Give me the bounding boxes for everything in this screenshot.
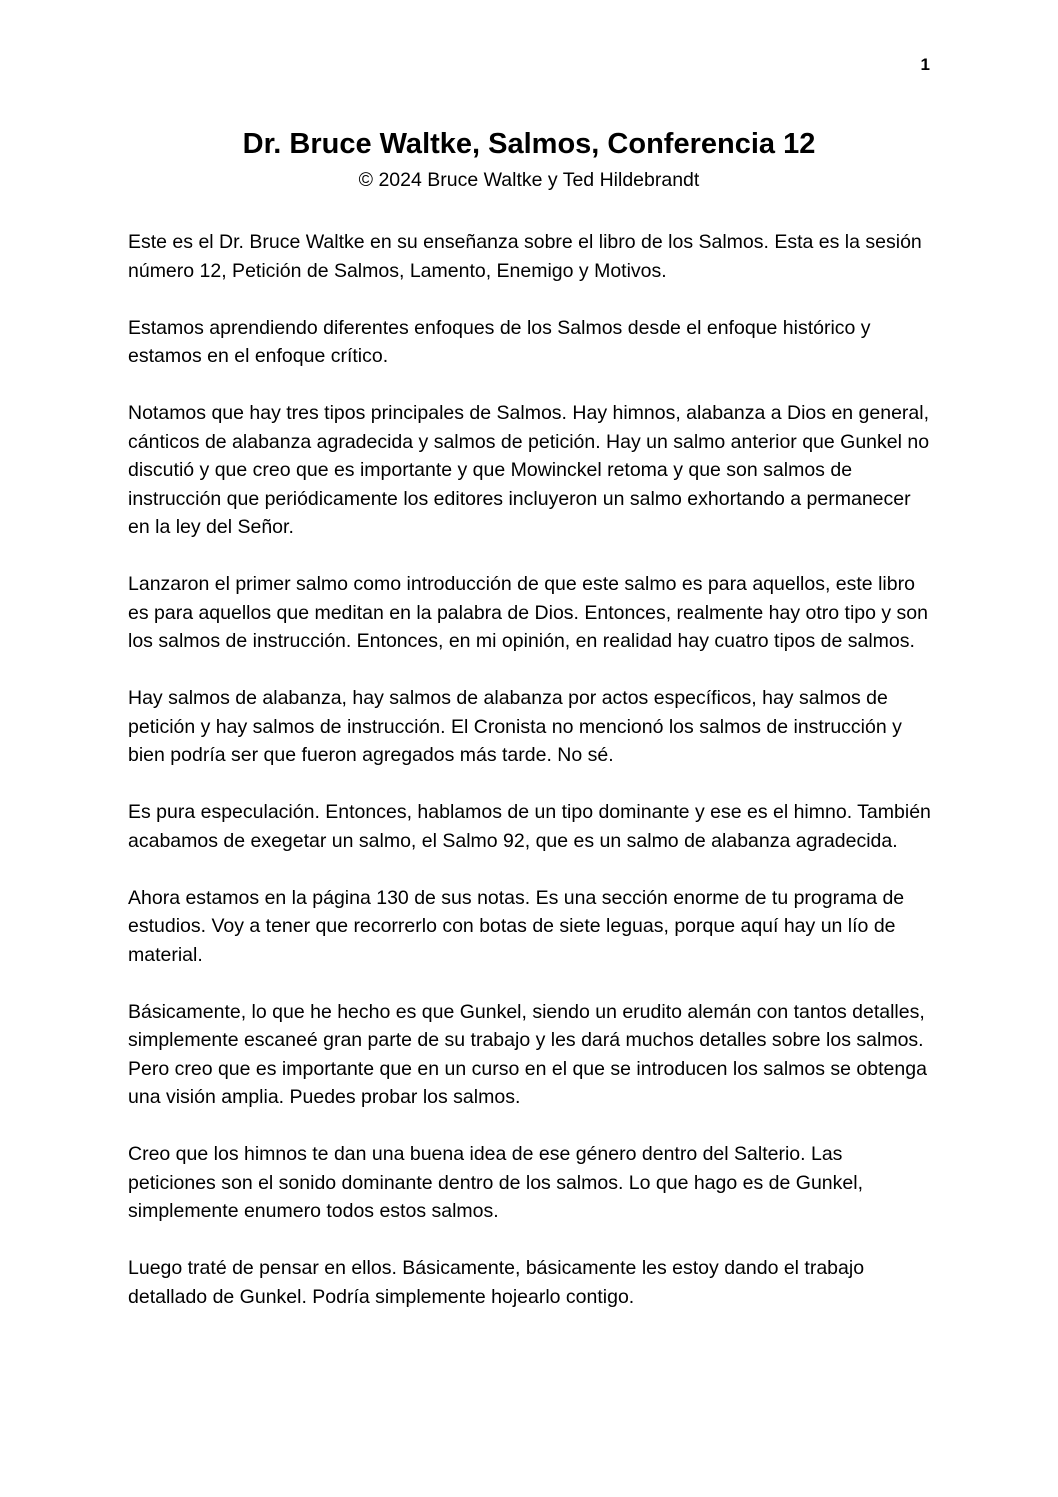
paragraph-8: Básicamente, lo que he hecho es que Gunkel, siendo un erudito alemán con tantos detalles, simplemente escaneé gran parte de su trabajo y les dará muchos detalles sobre los salmos. Pero creo que es importante que en un curso en el que se introducen los salmos se obtenga una visión amplia. Puedes probar los salmos. <box>128 1000 927 1108</box>
document-header <box>0 0 1058 192</box>
paragraph-1: Este es el Dr. Bruce Waltke en su enseñanza sobre el libro de los Salmos. Esta es la sesión número 12, Petición de Salmos, Lamento, Enemigo y Motivos. <box>128 231 922 282</box>
paragraph-2: Estamos aprendiendo diferentes enfoques de los Salmos desde el enfoque histórico y estamos en el enfoque crítico. <box>128 316 871 367</box>
paragraph-4: Lanzaron el primer salmo como introducción de que este salmo es para aquellos, este libro es para aquellos que meditan en la palabra de Dios. Entonces, realmente hay otro tipo y son los salmos de instrucción. Entonces, en mi opinión, en realidad hay cuatro tipos de salmos. <box>128 573 928 652</box>
paragraph-5: Hay salmos de alabanza, hay salmos de alabanza por actos específicos, hay salmos de petición y hay salmos de instrucción. El Cronista no mencionó los salmos de instrucción y bien podría ser que fueron agregados más tarde. No sé. <box>128 687 902 766</box>
paragraph-3: Notamos que hay tres tipos principales de Salmos. Hay himnos, alabanza a Dios en general, cánticos de alabanza agradecida y salmos de petición. Hay un salmo anterior que Gunkel no discutió y que creo que es importante y que Mowinckel retoma y que son salmos de instrucción que periódicamente los editores incluyeron un salmo exhortando a permanecer en la ley del Señor. <box>128 402 930 538</box>
document-body <box>128 228 934 1311</box>
page-number: 1 <box>920 55 930 74</box>
paragraph-10: Luego traté de pensar en ellos. Básicamente, básicamente les estoy dando el trabajo detallado de Gunkel. Podría simplemente hojearlo contigo. <box>128 1257 865 1308</box>
document-title: Dr. Bruce Waltke, Salmos, Conferencia 12 <box>242 128 816 160</box>
paragraph-9: Creo que los himnos te dan una buena idea de ese género dentro del Salterio. Las peticiones son el sonido dominante dentro de los salmos. Lo que hago es de Gunkel, simplemente enumero todos estos salmos. <box>128 1143 863 1222</box>
paragraph-6: Es pura especulación. Entonces, hablamos de un tipo dominante y ese es el himno. También acabamos de exegetar un salmo, el Salmo 92, que es un salmo de alabanza agradecida. <box>128 801 931 852</box>
copyright-line: © 2024 Bruce Waltke y Ted Hildebrandt <box>358 169 700 191</box>
paragraph-7: Ahora estamos en la página 130 de sus notas. Es una sección enorme de tu programa de estudios. Voy a tener que recorrerlo con botas de siete leguas, porque aquí hay un lío de material. <box>128 886 905 966</box>
